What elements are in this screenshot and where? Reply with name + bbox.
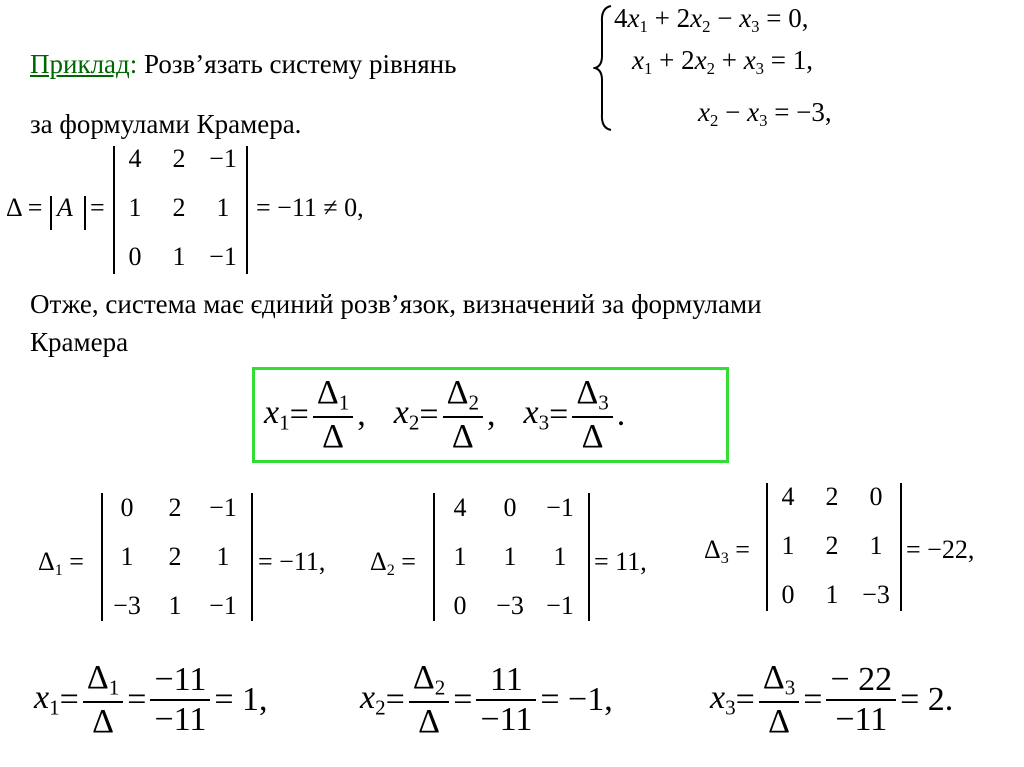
sub-determinant-1-cell-r3-c1: −3: [113, 591, 141, 620]
main-determinant-cell-r2-c1: 1: [128, 193, 142, 222]
task-line-2: за формулами Крамера.: [30, 109, 302, 139]
sub-determinant-1-result: = −11,: [258, 547, 326, 576]
sub-determinant-3-cell-r2-c2: 2: [825, 531, 839, 560]
solution-x2: $x_2$ = $\frac{\Delta_2}{\Delta}$ = $\frac{11}{-11}$ = −1,: [360, 659, 613, 740]
sub-determinant-2-cell-r1-c3: −1: [546, 493, 574, 522]
sub-determinant-1-cell-r1-c2: 2: [168, 493, 182, 522]
sub-determinant-2-cell-r3-c1: 0: [453, 591, 467, 620]
sub-determinant-3-cell-r3-c1: 0: [781, 580, 795, 609]
sub-determinant-3-cell-r1-c1: 4: [781, 482, 795, 511]
task-line-1: Розв’язать систему рівнянь: [144, 49, 457, 79]
example-heading: [30, 48, 456, 80]
equation-2: $x_1 + 2x_2 + x_3 = 1$,: [632, 45, 814, 79]
solution-x1: $x_1$ = $\frac{\Delta_1}{\Delta}$ = $\frac{-11}{-11}$ = 1,: [34, 659, 268, 740]
slide: Приклад: Розв’язать систему рівнянь за формулами Крамера. $4x_1 + 2x_2 - x_3 = 0$, $x_1 + 2x_2 + x_3 = 1$, $x_2 - x_3 = -3$, Δ = A = 4 2 −1 1 2 1 0 1 −1 = −11 ≠ 0, Отже, система має єдиний розв’язок, визначений за формулами Крамера $x_1$ = $\frac{\Delta_1}{\Delta}$ , $x_2$ = $\frac{\Delta_2}{\Delta}$ , $x_3$ = $\frac{\Delta_3}{\Delta}$ . $\Delta_1$ = 0 2 −1 1 2 1 −3 1 −1 = −11, $\Delta_2$ = 4 0 −1 1 1 1 0 −3 −1 = 11, $\Delta_3$ = 4 2 0 1 2 1 0 1 −3 = −22, $x_1$ = $\frac{\Delta_1}{\Delta}$ = $\frac{-11}{-11}$ = 1, $x_2$ = $\frac{\Delta_2}{\Delta}$ = $\frac{11}{-11}$ = −1, $x_3$ = $\frac{\Delta_3}{\Delta}$ = $\frac{- 22}{-11}$ = 2.: [0, 0, 1024, 767]
solution-x3: $x_3$ = $\frac{\Delta_3}{\Delta}$ = $\frac{- 22}{-11}$ = 2.: [710, 659, 954, 740]
example-colon: :: [129, 49, 138, 79]
sub-determinant-2-cell-r3-c2: −3: [496, 591, 524, 620]
sub-determinant-2-cell-r2-c2: 1: [503, 542, 517, 571]
sub-determinant-1-cell-r3-c3: −1: [209, 591, 237, 620]
conclusion-line-1: Отже, система має єдиний розв’язок, визначений за формулами: [30, 289, 762, 319]
main-determinant-cell-r2-c3: 1: [216, 193, 230, 222]
conclusion-line-2: Крамера: [30, 327, 129, 357]
sub-determinant-2-cell-r1-c2: 0: [503, 493, 517, 522]
sub-determinant-2-result: = 11,: [594, 547, 647, 576]
left-brace-icon: [593, 4, 615, 132]
main-determinant-cell-r1-c3: −1: [209, 144, 237, 173]
sub-determinant-1-cell-r2-c3: 1: [216, 542, 230, 571]
sub-determinant-2-cell-r2-c1: 1: [453, 542, 467, 571]
cramer-formulas: $x_1$ = $\frac{\Delta_1}{\Delta}$ , $x_2$ = $\frac{\Delta_2}{\Delta}$ , $x_3$ = $\frac{\Delta_3}{\Delta}$ .: [264, 374, 626, 455]
main-determinant-cell-r3-c2: 1: [172, 242, 186, 271]
main-determinant-cell-r3-c1: 0: [128, 242, 142, 271]
sub-determinant-1-cell-r3-c2: 1: [168, 591, 182, 620]
main-determinant-cell-r3-c3: −1: [209, 242, 237, 271]
sub-determinant-1-cell-r2-c1: 1: [120, 542, 134, 571]
sub-determinant-2-cell-r3-c3: −1: [546, 591, 574, 620]
sub-determinant-3-result: = −22,: [906, 535, 975, 564]
sub-determinant-3-cell-r1-c2: 2: [825, 482, 839, 511]
sub-determinant-1-cell-r1-c3: −1: [209, 493, 237, 522]
sub-determinant-2-cell-r2-c3: 1: [553, 542, 567, 571]
sub-determinant-3-cell-r2-c1: 1: [781, 531, 795, 560]
main-determinant-cell-r2-c2: 2: [172, 193, 186, 222]
example-label: Приклад: [30, 49, 130, 79]
sub-determinant-1-cell-r1-c1: 0: [120, 493, 134, 522]
sub-determinant-3-cell-r3-c3: −3: [862, 580, 890, 609]
sub-determinant-3-cell-r1-c3: 0: [869, 482, 883, 511]
sub-determinant-3-cell-r3-c2: 1: [825, 580, 839, 609]
delta-equals: Δ =: [6, 193, 43, 222]
sub-determinant-2-cell-r1-c1: 4: [453, 493, 467, 522]
main-determinant-cell-r1-c1: 4: [128, 144, 142, 173]
matrix-a-symbol: A: [57, 193, 73, 222]
main-determinant-result: = −11 ≠ 0,: [256, 193, 364, 222]
equation-3: $x_2 - x_3 = -3$,: [698, 97, 832, 131]
equation-1: $4x_1 + 2x_2 - x_3 = 0$,: [614, 3, 809, 37]
sub-determinant-1-cell-r2-c2: 2: [168, 542, 182, 571]
main-determinant-cell-r1-c2: 2: [172, 144, 186, 173]
sub-determinant-3-cell-r2-c3: 1: [869, 531, 883, 560]
